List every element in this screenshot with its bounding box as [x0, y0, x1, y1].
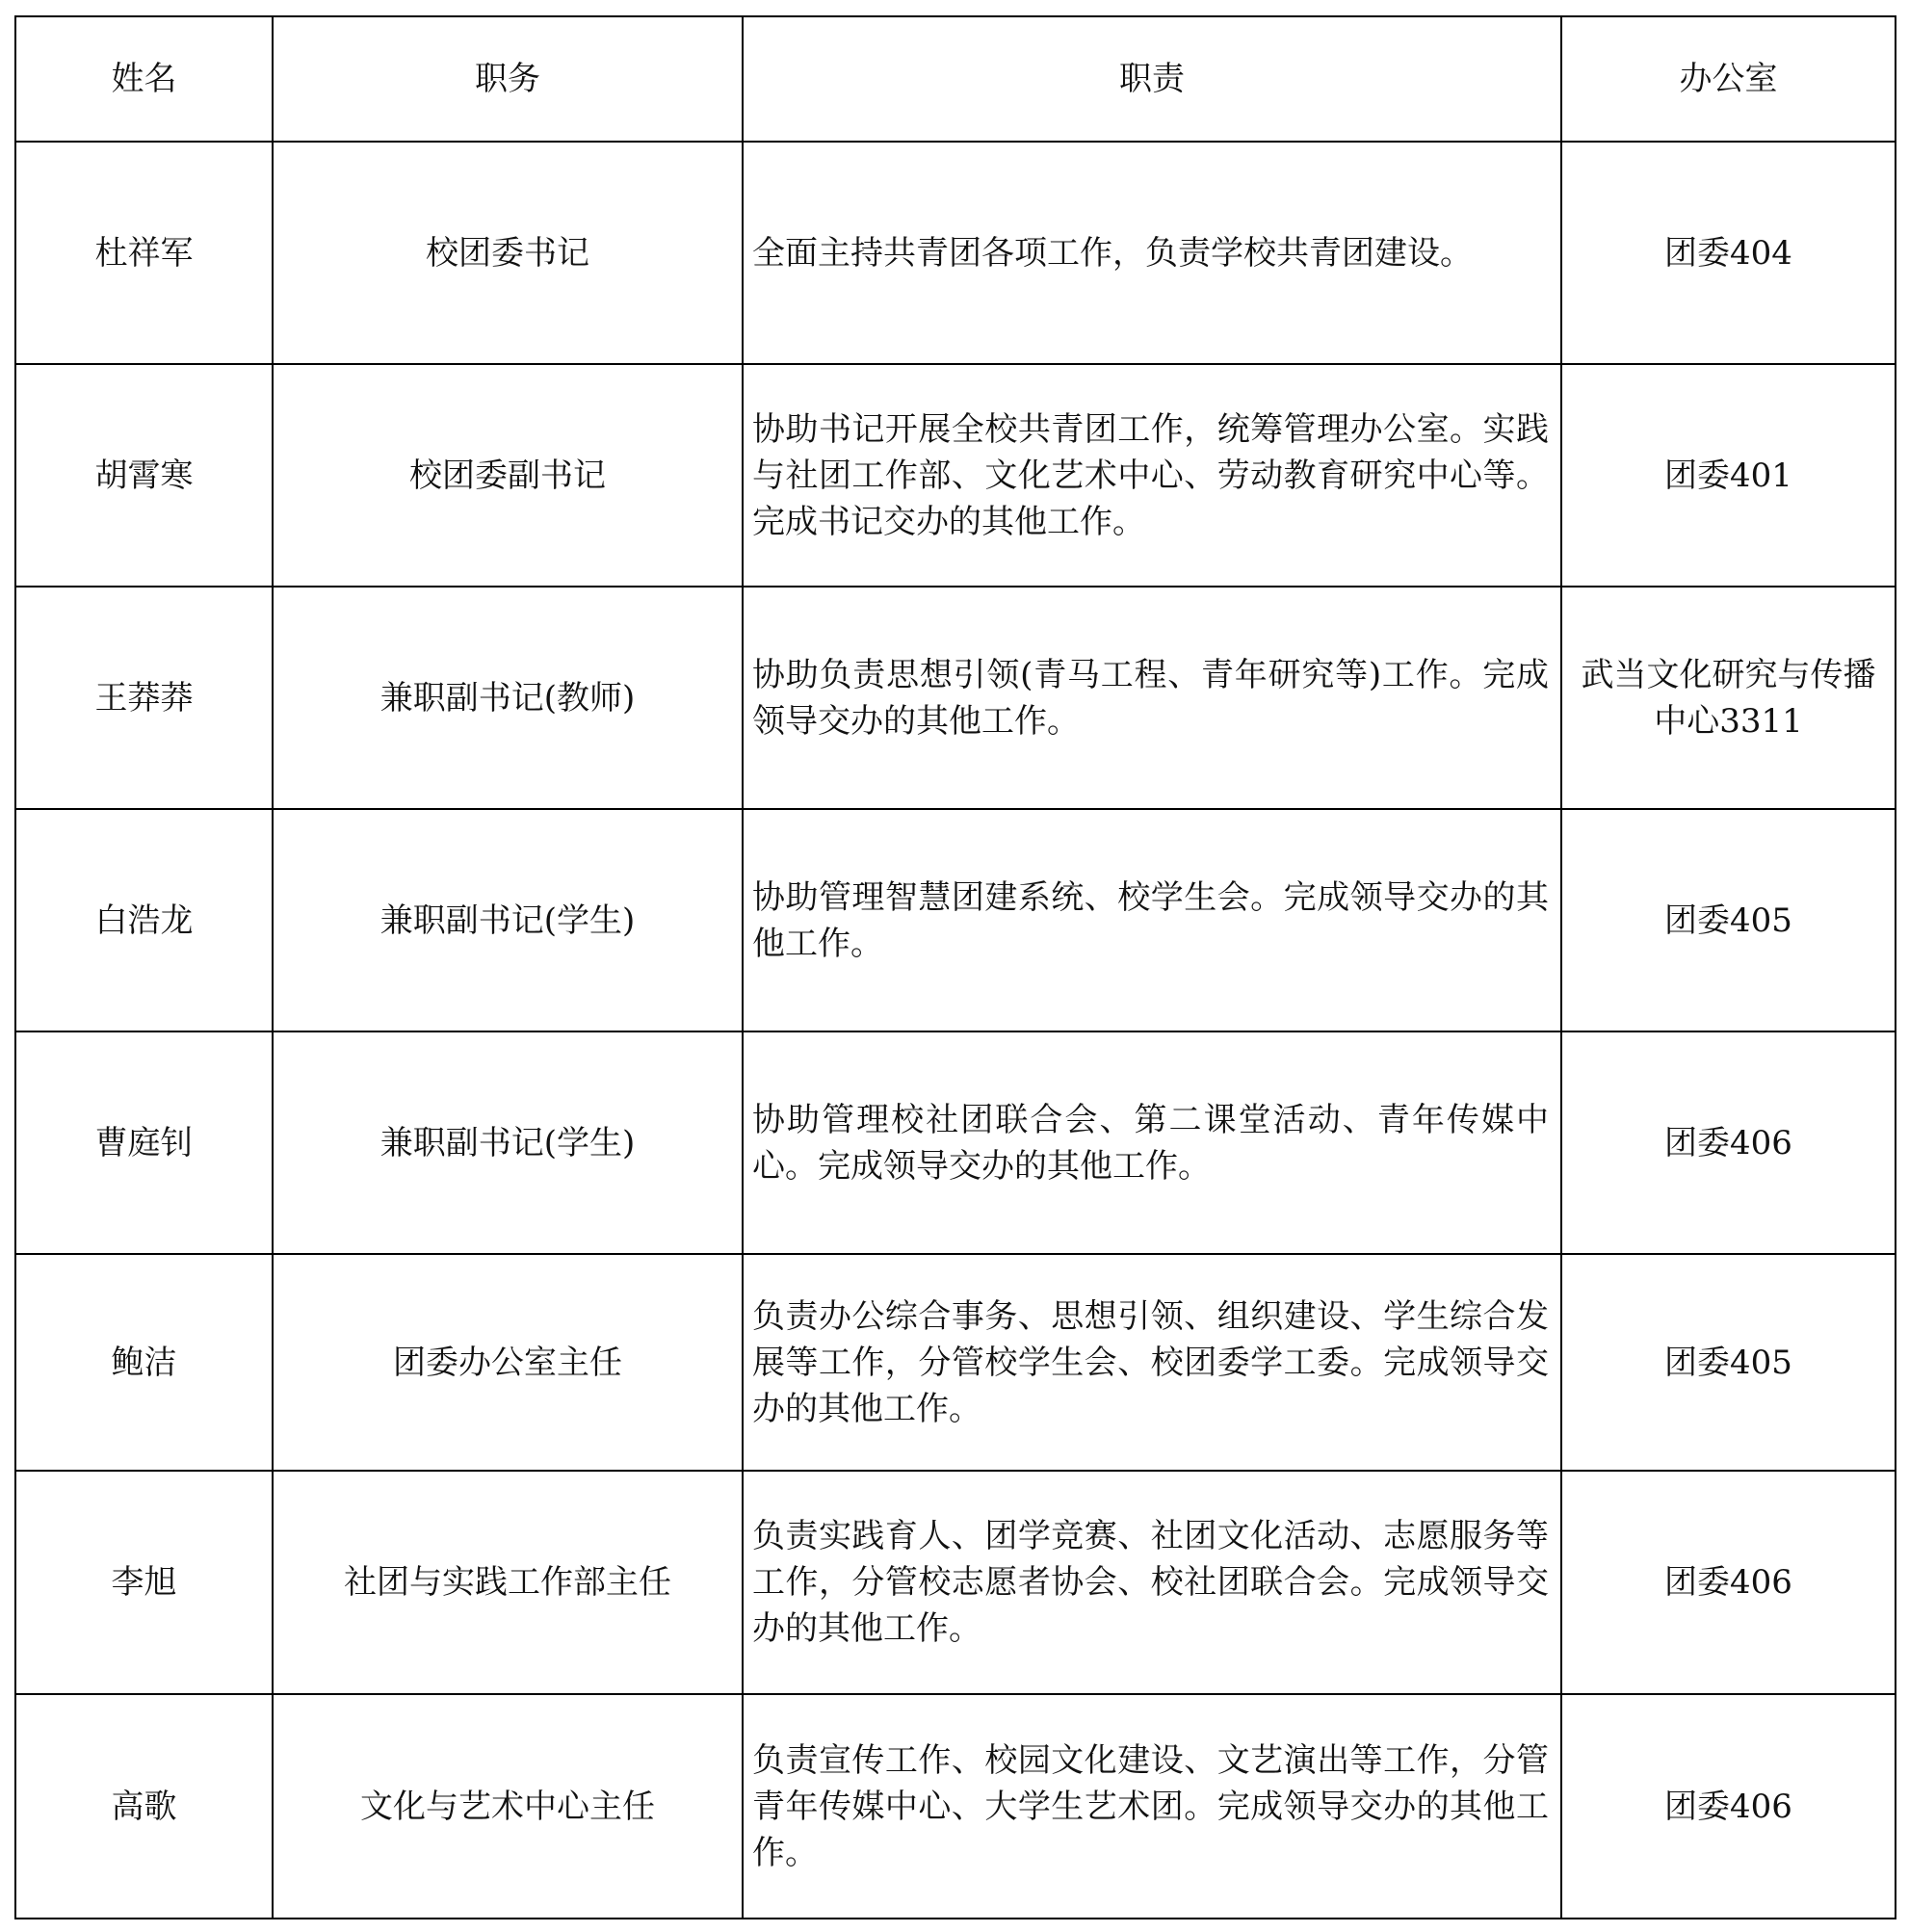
cell-role: 团委办公室主任 — [273, 1254, 743, 1471]
cell-office: 团委406 — [1561, 1694, 1896, 1919]
cell-name: 胡霄寒 — [15, 364, 273, 587]
cell-role: 兼职副书记(学生) — [273, 1031, 743, 1254]
cell-duty: 负责实践育人、团学竞赛、社团文化活动、志愿服务等工作，分管校志愿者协会、校社团联合会。完成领导交办的其他工作。 — [743, 1471, 1561, 1694]
table-row — [15, 809, 1896, 1031]
table-row — [15, 1694, 1896, 1919]
staff-roster-table — [14, 15, 1896, 1919]
header-office: 办公室 — [1561, 16, 1896, 142]
cell-role: 文化与艺术中心主任 — [273, 1694, 743, 1919]
table-header-row — [15, 16, 1896, 142]
cell-role: 兼职副书记(教师) — [273, 587, 743, 809]
cell-role: 兼职副书记(学生) — [273, 809, 743, 1031]
cell-name: 白浩龙 — [15, 809, 273, 1031]
cell-office: 武当文化研究与传播中心3311 — [1561, 587, 1896, 809]
header-name: 姓名 — [15, 16, 273, 142]
cell-role: 校团委副书记 — [273, 364, 743, 587]
cell-duty: 协助管理校社团联合会、第二课堂活动、青年传媒中心。完成领导交办的其他工作。 — [743, 1031, 1561, 1254]
cell-role: 校团委书记 — [273, 142, 743, 364]
table-row — [15, 1471, 1896, 1694]
cell-name: 曹庭钊 — [15, 1031, 273, 1254]
table-row — [15, 142, 1896, 364]
cell-office: 团委405 — [1561, 809, 1896, 1031]
cell-name: 王莽莽 — [15, 587, 273, 809]
header-duty: 职责 — [743, 16, 1561, 142]
cell-duty: 协助管理智慧团建系统、校学生会。完成领导交办的其他工作。 — [743, 809, 1561, 1031]
cell-office: 团委404 — [1561, 142, 1896, 364]
cell-duty: 协助书记开展全校共青团工作，统筹管理办公室。实践与社团工作部、文化艺术中心、劳动教育研究中心等。完成书记交办的其他工作。 — [743, 364, 1561, 587]
cell-office: 团委401 — [1561, 364, 1896, 587]
cell-office: 团委405 — [1561, 1254, 1896, 1471]
cell-name: 杜祥军 — [15, 142, 273, 364]
cell-name: 李旭 — [15, 1471, 273, 1694]
table-row — [15, 587, 1896, 809]
cell-office: 团委406 — [1561, 1031, 1896, 1254]
cell-role: 社团与实践工作部主任 — [273, 1471, 743, 1694]
cell-office: 团委406 — [1561, 1471, 1896, 1694]
cell-name: 鲍洁 — [15, 1254, 273, 1471]
cell-duty: 负责办公综合事务、思想引领、组织建设、学生综合发展等工作，分管校学生会、校团委学工委。完成领导交办的其他工作。 — [743, 1254, 1561, 1471]
cell-duty: 全面主持共青团各项工作，负责学校共青团建设。 — [743, 142, 1561, 364]
cell-duty: 负责宣传工作、校园文化建设、文艺演出等工作，分管青年传媒中心、大学生艺术团。完成领导交办的其他工作。 — [743, 1694, 1561, 1919]
header-role: 职务 — [273, 16, 743, 142]
table-row — [15, 364, 1896, 587]
cell-duty: 协助负责思想引领(青马工程、青年研究等)工作。完成领导交办的其他工作。 — [743, 587, 1561, 809]
cell-name: 高歌 — [15, 1694, 273, 1919]
table-row — [15, 1031, 1896, 1254]
table-row — [15, 1254, 1896, 1471]
